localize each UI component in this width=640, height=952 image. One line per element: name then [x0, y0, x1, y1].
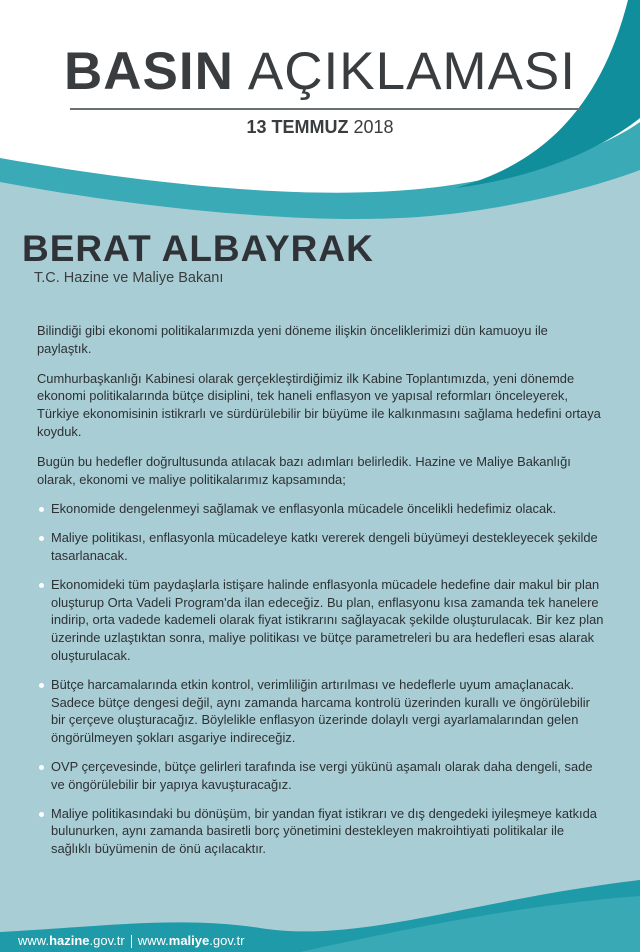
bullet-icon: [39, 507, 44, 512]
list-item: [37, 805, 605, 858]
list-item-text: Ekonomideki tüm paydaşlarla istişare halinde enflasyonla mücadele hedefine dair makul bir plan oluşturup Orta Vadeli Program'da ilan edeceğiz. Bu plan, enflasyonu kısa zamanda tek hanelere indirip, orta vadede kademeli olarak fiyat istikrarını sağlayacak şekilde oluşturulacak. Bir kez plan üzerinde uzlaştıktan sonra, maliye politikası ve bütçe parametreleri bu ara hedefleri esas alarak oluşturulacak.: [51, 576, 604, 663]
bullet-icon: [39, 683, 44, 688]
statement-body: [37, 322, 605, 869]
footer-divider: [131, 935, 132, 948]
list-item-text: Maliye politikasındaki bu dönüşüm, bir yandan fiyat istikrarı ve dış dengedeki iyileşmeye katkıda bulunurken, aynı zamanda basiretli borç yönetimini destekleyen makroihtiyati politikalar ile sağlıklı büyümenin de önü açılacaktır.: [51, 805, 597, 857]
title-bold: BASIN: [63, 42, 234, 101]
paragraph: Cumhurbaşkanlığı Kabinesi olarak gerçekleştirdiğimiz ilk Kabine Toplantımızda, yeni dönemde ekonomi politikalarında bütçe disiplini, tek haneli enflasyon ve yapısal reformları önceleyerek, Türkiye ekonomisinin istikrarlı ve sürdürülebilir bir büyüme ile kalkınmasını sağlama hedefini ortaya koyduk.: [37, 370, 601, 439]
title-light: AÇIKLAMASI: [247, 42, 576, 101]
list-item: [37, 529, 605, 565]
list-item: [37, 576, 605, 665]
bullet-icon: [39, 536, 44, 541]
date-year: 2018: [353, 117, 394, 137]
document-date: [0, 117, 640, 138]
list-item: [37, 500, 605, 518]
title-divider: [70, 108, 582, 110]
paragraph: Bugün bu hedefler doğrultusunda atılacak bazı adımları belirledik. Hazine ve Maliye Bakanlığı olarak, ekonomi ve maliye politikalarımız kapsamında;: [37, 453, 571, 487]
list-item-text: Maliye politikası, enflasyonla mücadeleye katkı vererek dengeli büyümeyi destekleyecek şekilde tasarlanacak.: [51, 530, 598, 563]
bullet-icon: [39, 812, 44, 817]
maliye-website-link[interactable]: www.maliye.gov.tr: [137, 933, 245, 948]
list-item-text: Ekonomide dengelenmeyi sağlamak ve enflasyonla mücadele öncelikli hedefimiz olacak.: [51, 501, 557, 517]
measures-list: [37, 500, 605, 858]
list-item-text: Bütçe harcamalarında etkin kontrol, verimliliğin artırılması ve hedeflerle uyum amaçlanacak. Sadece bütçe dengesi değil, aynı zamanda harcama kontrolü üzerinden kurallı ve öngörülebilir bir çerçeve oluşturacağız. Böylelikle enflasyon üzerinde dolaylı vergi ayarlamalarından gelen öngörülmeyen şokları asgariye indireceğiz.: [51, 676, 590, 746]
document-title: [0, 40, 640, 104]
hazine-website-link[interactable]: www.hazine.gov.tr: [18, 933, 125, 948]
list-item: [37, 676, 605, 747]
footer-links: [18, 933, 244, 948]
speaker-name: BERAT ALBAYRAK: [22, 228, 374, 269]
bullet-icon: [39, 765, 44, 770]
bullet-icon: [39, 583, 44, 588]
list-item-text: OVP çerçevesinde, bütçe gelirleri tarafında ise vergi yükünü aşamalı olarak daha dengeli, sade ve öngörülebilir bir yapıya kavuşturacağız.: [51, 758, 593, 792]
date-day-month: 13 TEMMUZ: [246, 117, 349, 137]
paragraph: Bilindiği gibi ekonomi politikalarımızda yeni döneme ilişkin önceliklerimizi dün kamuoyu ile paylaştık.: [37, 323, 548, 356]
speaker-role: T.C. Hazine ve Maliye Bakanı: [34, 270, 224, 286]
list-item: [37, 758, 605, 794]
